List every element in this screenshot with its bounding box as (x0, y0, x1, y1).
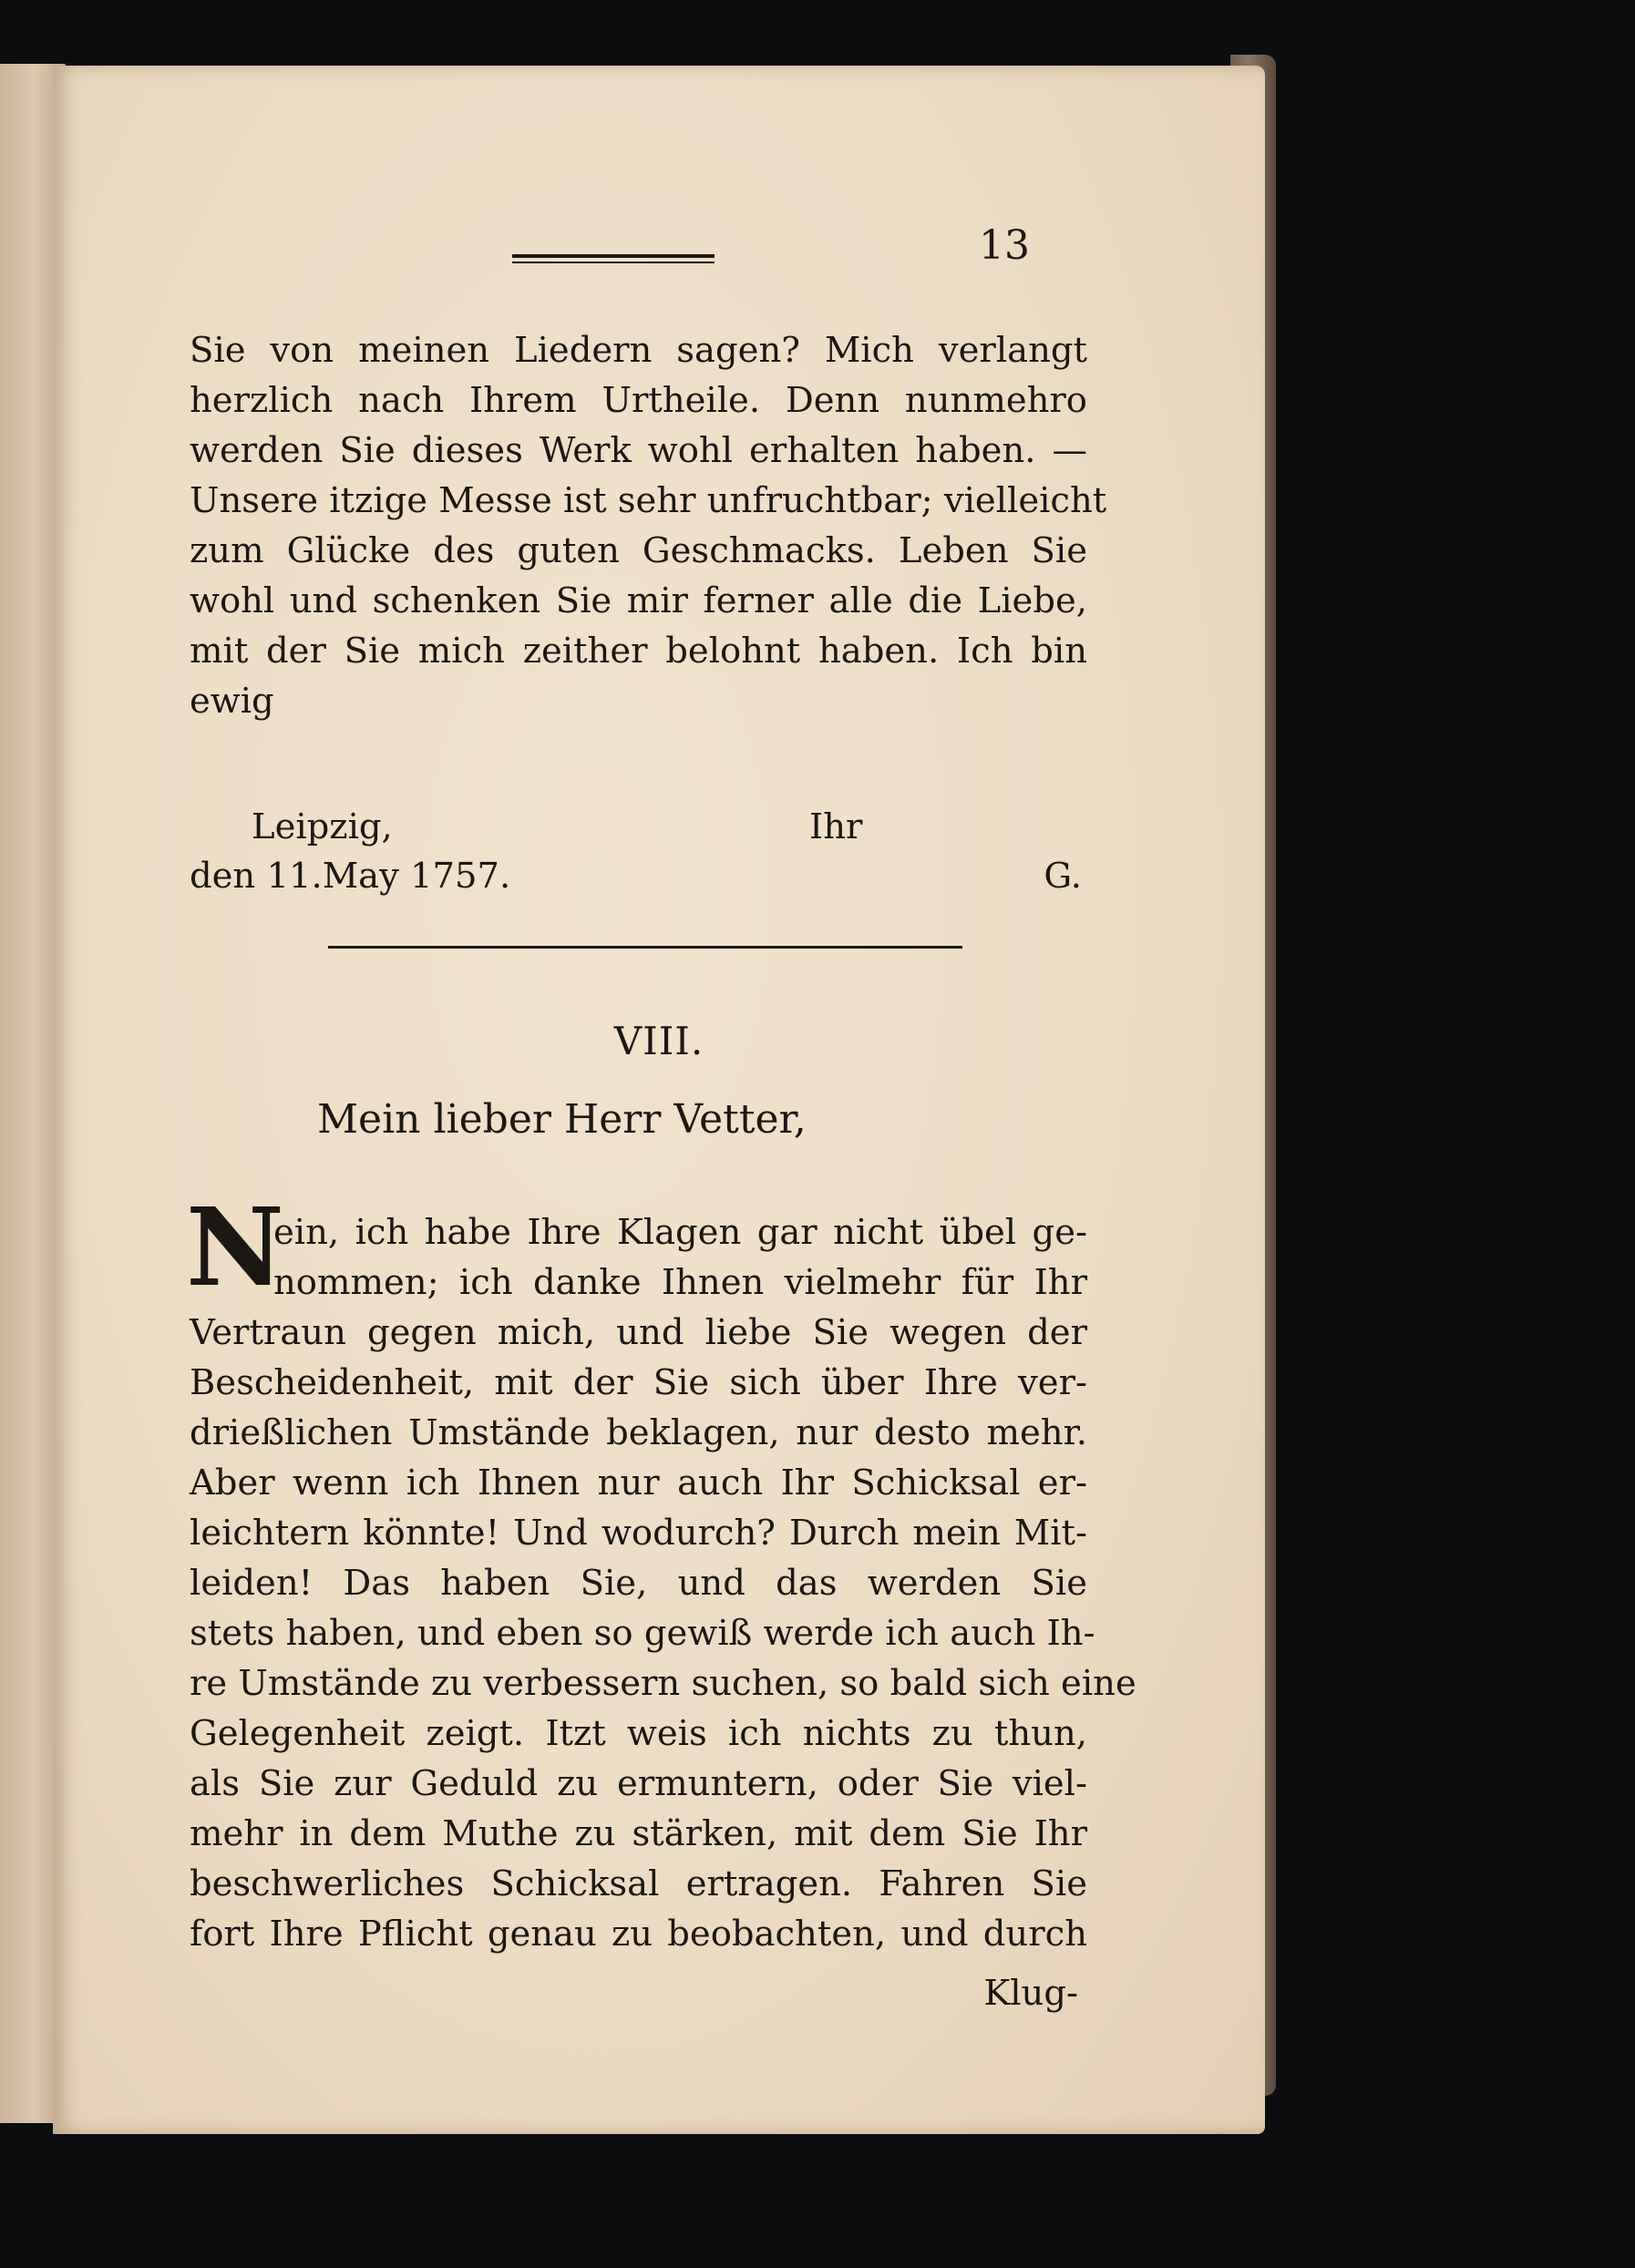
letter-body-text (190, 1207, 1136, 1959)
catchword: Klug- (983, 1973, 1078, 2014)
closing-signature: G. (1044, 856, 1082, 897)
text-line: fort Ihre Pflicht genau zu beobachten, und durch (190, 1914, 1087, 1955)
text-line: Sie von meinen Liedern sagen? Mich verlangt (190, 330, 1087, 371)
text-line: Gelegenheit zeigt. Itzt weis ich nichts zu thun, (190, 1713, 1087, 1754)
drop-cap: N (186, 1184, 284, 1310)
text-line: re Umstände zu verbessern suchen, so bald sich eine (190, 1663, 1136, 1704)
closing-ihr: Ihr (809, 806, 863, 847)
closing-place: Leipzig, (252, 806, 393, 847)
text-line: ewig (190, 681, 274, 722)
text-line: leichtern könnte! Und wodurch? Durch mein Mit- (190, 1513, 1087, 1554)
closing-date: den 11.May 1757. (190, 856, 511, 897)
book-page (53, 66, 1265, 2134)
text-line: Vertraun gegen mich, und liebe Sie wegen der (190, 1312, 1087, 1353)
text-line: drießlichen Umstände beklagen, nur desto mehr. (190, 1412, 1087, 1453)
closing-place-row (190, 802, 1087, 852)
text-line: Aber wenn ich Ihnen nur auch Ihr Schicksal er- (190, 1462, 1087, 1503)
text-line: mehr in dem Muthe zu stärken, mit dem Sie Ihr (190, 1813, 1087, 1854)
text-line: beschwerliches Schicksal ertragen. Fahren Sie (190, 1863, 1087, 1904)
section-heading: VIII. (613, 1019, 704, 1063)
text-line: als Sie zur Geduld zu ermuntern, oder Sie viel- (190, 1763, 1087, 1804)
text-line: werden Sie dieses Werk wohl erhalten haben. — (190, 430, 1087, 471)
page-number: 13 (979, 222, 1030, 269)
closing-date-row (190, 851, 1087, 901)
letter-salutation: Mein lieber Herr Vetter, (317, 1096, 807, 1143)
text-line: ein, ich habe Ihre Klagen gar nicht übel ge- (273, 1212, 1087, 1253)
text-line: leiden! Das haben Sie, und das werden Sie (190, 1563, 1087, 1604)
header-rule (512, 254, 715, 263)
text-line: Bescheidenheit, mit der Sie sich über Ihre ver- (190, 1362, 1087, 1403)
section-divider (328, 946, 962, 949)
text-line: nommen; ich danke Ihnen vielmehr für Ihr (273, 1262, 1087, 1303)
text-line: wohl und schenken Sie mir ferner alle die Liebe, (190, 580, 1087, 621)
text-line: herzlich nach Ihrem Urtheile. Denn nunmehro (190, 380, 1087, 421)
letter-ending-text (190, 325, 1107, 726)
text-line: zum Glücke des guten Geschmacks. Leben Sie (190, 530, 1087, 571)
text-line: mit der Sie mich zeither belohnt haben. Ich bin (190, 631, 1087, 672)
text-line: stets haben, und eben so gewiß werde ich auch Ih- (190, 1613, 1095, 1654)
text-line: Unsere itzige Messe ist sehr unfruchtbar; vielleicht (190, 480, 1107, 521)
